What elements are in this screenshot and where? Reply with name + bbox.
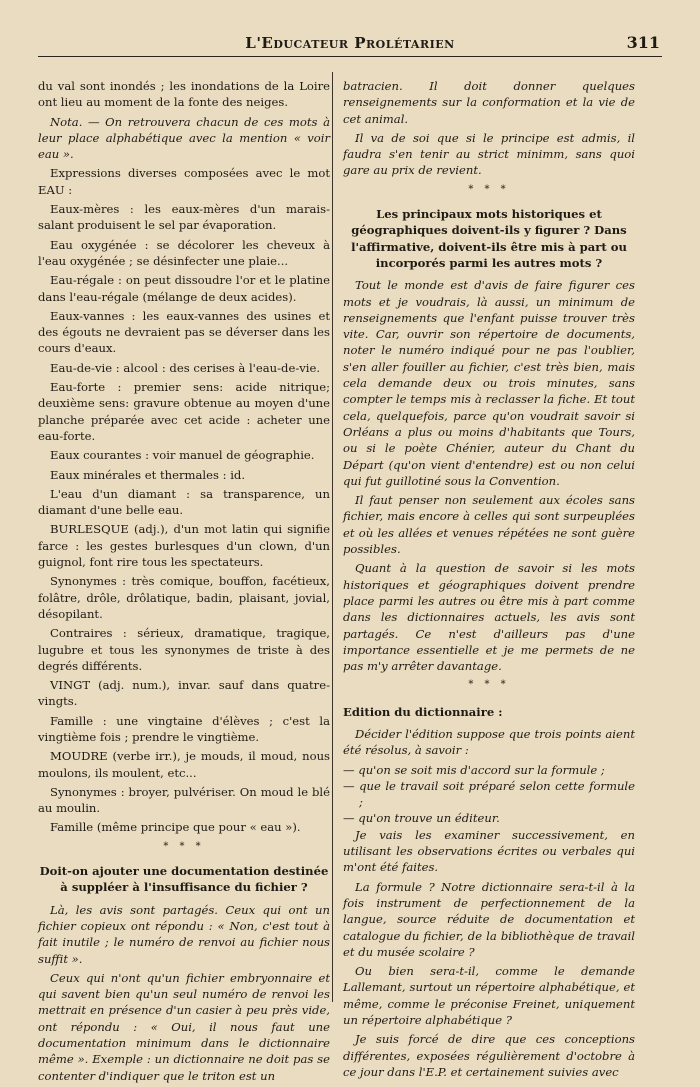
- left-column: [38, 78, 330, 1087]
- definition-entry: Eaux courantes : voir manuel de géographie.: [50, 448, 315, 463]
- definition-entry: Eau-régale : on peut dissoudre l'or et le platine dans l'eau-régale (mélange de deux acides).: [38, 273, 330, 304]
- paragraph: Décider l'édition suppose que trois points aient été résolus, à savoir :: [343, 726, 635, 758]
- right-column: [343, 78, 635, 1083]
- definition-entry: Eaux minérales et thermales : id.: [50, 467, 246, 482]
- family-line: Famille (même principe que pour « eau »).: [50, 820, 301, 835]
- paragraph: Il faut penser non seulement aux écoles sans fichier, mais encore à celles qui sont surpeuplées et où les allées et venues répétées ne sont guère possibles.: [343, 493, 635, 557]
- definition-entry: Eaux-mères : les eaux-mères d'un marais-salant produisent le sel par évaporation.: [38, 202, 330, 233]
- section-separator: * * *: [468, 183, 510, 195]
- definition-entry: L'eau d'un diamant : sa transparence, un diamant d'une belle eau.: [38, 486, 330, 518]
- running-header: [38, 28, 662, 57]
- synonyms-line: Synonymes : très comique, bouffon, facétieux, folâtre, drôle, drôlatique, badin, plaisant, jovial, désopilant.: [38, 574, 330, 621]
- list-item: — que le travail soit préparé selon cette formule ;: [343, 778, 635, 810]
- dictionary-entry: VINGT (adj. num.), invar. sauf dans quatre-vingts.: [38, 678, 330, 709]
- section-heading: Les principaux mots historiques et géographiques doivent-ils y figurer ? Dans l'affirmative, doivent-ils être mis à part ou incorporés parmi les autres mots ?: [351, 207, 627, 270]
- paragraph: batracien. Il doit donner quelques renseignements sur la conformation et la vie de cet animal.: [343, 79, 635, 126]
- paragraph: Expressions diverses composées avec le mot EAU :: [38, 166, 330, 197]
- paragraph: Ceux qui n'ont qu'un fichier embryonnaire et qui savent bien qu'un seul numéro de renvoi les mettrait en présence d'un casier à peu près vide, ont répondu : « Oui, il nous faut une documentation minimum dans le dictionnaire même ». Exemple : un dictionnaire ne doit pas se contenter d'indiquer que le triton est un: [38, 970, 330, 1083]
- section-separator: * * *: [468, 679, 510, 691]
- paragraph: Ou bien sera-t-il, comme le demande Lallemant, surtout un répertoire alphabétique, et même, comme le préconise Freinet, uniquement un répertoire alphabétique ?: [343, 964, 635, 1028]
- dictionary-entry: BURLESQUE (adj.), d'un mot latin qui signifie farce : les gestes burlesques d'un clown, d'un guignol, font rire tous les spectateurs.: [38, 522, 330, 570]
- definition-entry: Eau-forte : premier sens: acide nitrique; deuxième sens: gravure obtenue au moyen d'une planche préparée avec cet acide : acheter une eau-forte.: [38, 380, 330, 443]
- section-separator: * * *: [163, 840, 205, 852]
- journal-title: L'Educateur Prolétarien: [245, 34, 455, 52]
- definition-entry: Eau-de-vie : alcool : des cerises à l'eau-de-vie.: [50, 360, 321, 375]
- section-heading: Doit-on ajouter une documentation destinée à suppléer à l'insuffisance du fichier ?: [39, 864, 329, 895]
- paragraph: Il va de soi que si le principe est admis, il faudra s'en tenir au strict minimm, sans quoi gare au prix de revient.: [343, 130, 635, 178]
- definition-entry: Eaux-vannes : les eaux-vannes des usines et des égouts ne devraient pas se déverser dans les cours d'eaux.: [38, 308, 330, 356]
- column-divider: [332, 72, 333, 1002]
- paragraph: Tout le monde est d'avis de faire figurer ces mots et je voudrais, là aussi, un minimum de renseignements que l'enfant puisse trouver très vite. Car, ouvrir son répertoire de documents, noter le numéro indiqué pour ne pas l'oublier, s'en aller fouiller au fichier, c'est très bien, mais cela demande deux ou trois minutes, sans compter le temps mis à reclasser la fiche. Et tout cela, quelquefois, parce qu'on voudrait savoir si Orléans a plus ou moins d'habitants que Tours, ou si le poète Chénier, auteur du Chant du Départ (qu'on vient d'entendre) est ou non celui qui fut guillotiné sous la Convention.: [343, 278, 635, 488]
- family-line: Famille : une vingtaine d'élèves ; c'est la vingtième fois ; prendre le vingtième.: [38, 713, 330, 744]
- section-heading: Edition du dictionnaire :: [343, 704, 503, 719]
- dictionary-entry: MOUDRE (verbe irr.), je mouds, il moud, nous moulons, ils moulent, etc...: [38, 749, 330, 780]
- paragraph: Quant à la question de savoir si les mots historiques et géographiques doivent prendre place parmi les autres ou être mis à part comme dans les dictionnaires actuels, les avis sont partagés. Ce n'est d'ailleurs pas d'une importance essentielle et je me permets de ne pas m'y arrêter davantage.: [343, 561, 635, 674]
- page-number: 311: [626, 33, 660, 52]
- paragraph: Je vais les examiner successivement, en utilisant les observations écrites ou verbales qui m'ont été faites.: [343, 827, 635, 875]
- list-item: — qu'on se soit mis d'accord sur la formule ;: [343, 762, 605, 777]
- paragraph: du val sont inondés ; les inondations de la Loire ont lieu au moment de la fonte des neiges.: [38, 79, 330, 110]
- antonyms-line: Contraires : sérieux, dramatique, tragique, lugubre et tous les synonymes de triste à des degrés différents.: [38, 626, 330, 673]
- paragraph: La formule ? Notre dictionnaire sera-t-il à la fois instrument de perfectionnement de la langue, source réduite de documentation et catalogue du fichier, de la bibliothèque de travail et du musée scolaire ?: [343, 879, 635, 959]
- synonyms-line: Synonymes : broyer, pulvériser. On moud le blé au moulin.: [38, 784, 330, 816]
- paragraph: Là, les avis sont partagés. Ceux qui ont un fichier copieux ont répondu : « Non, c'est tout à fait inutile ; le numéro de renvoi au fichier nous suffit ».: [38, 902, 330, 966]
- list-item: — qu'on trouve un éditeur.: [343, 811, 500, 826]
- note-paragraph: Nota. — On retrouvera chacun de ces mots à leur place alphabétique avec la mention « voir eau ».: [38, 114, 330, 162]
- definition-entry: Eau oxygénée : se décolorer les cheveux à l'eau oxygénée ; se désinfecter une plaie...: [38, 237, 330, 268]
- paragraph: Je suis forcé de dire que ces conceptions différentes, exposées régulièrement d'octobre à ce jour dans l'E.P. et certainement suivies avec: [343, 1032, 635, 1079]
